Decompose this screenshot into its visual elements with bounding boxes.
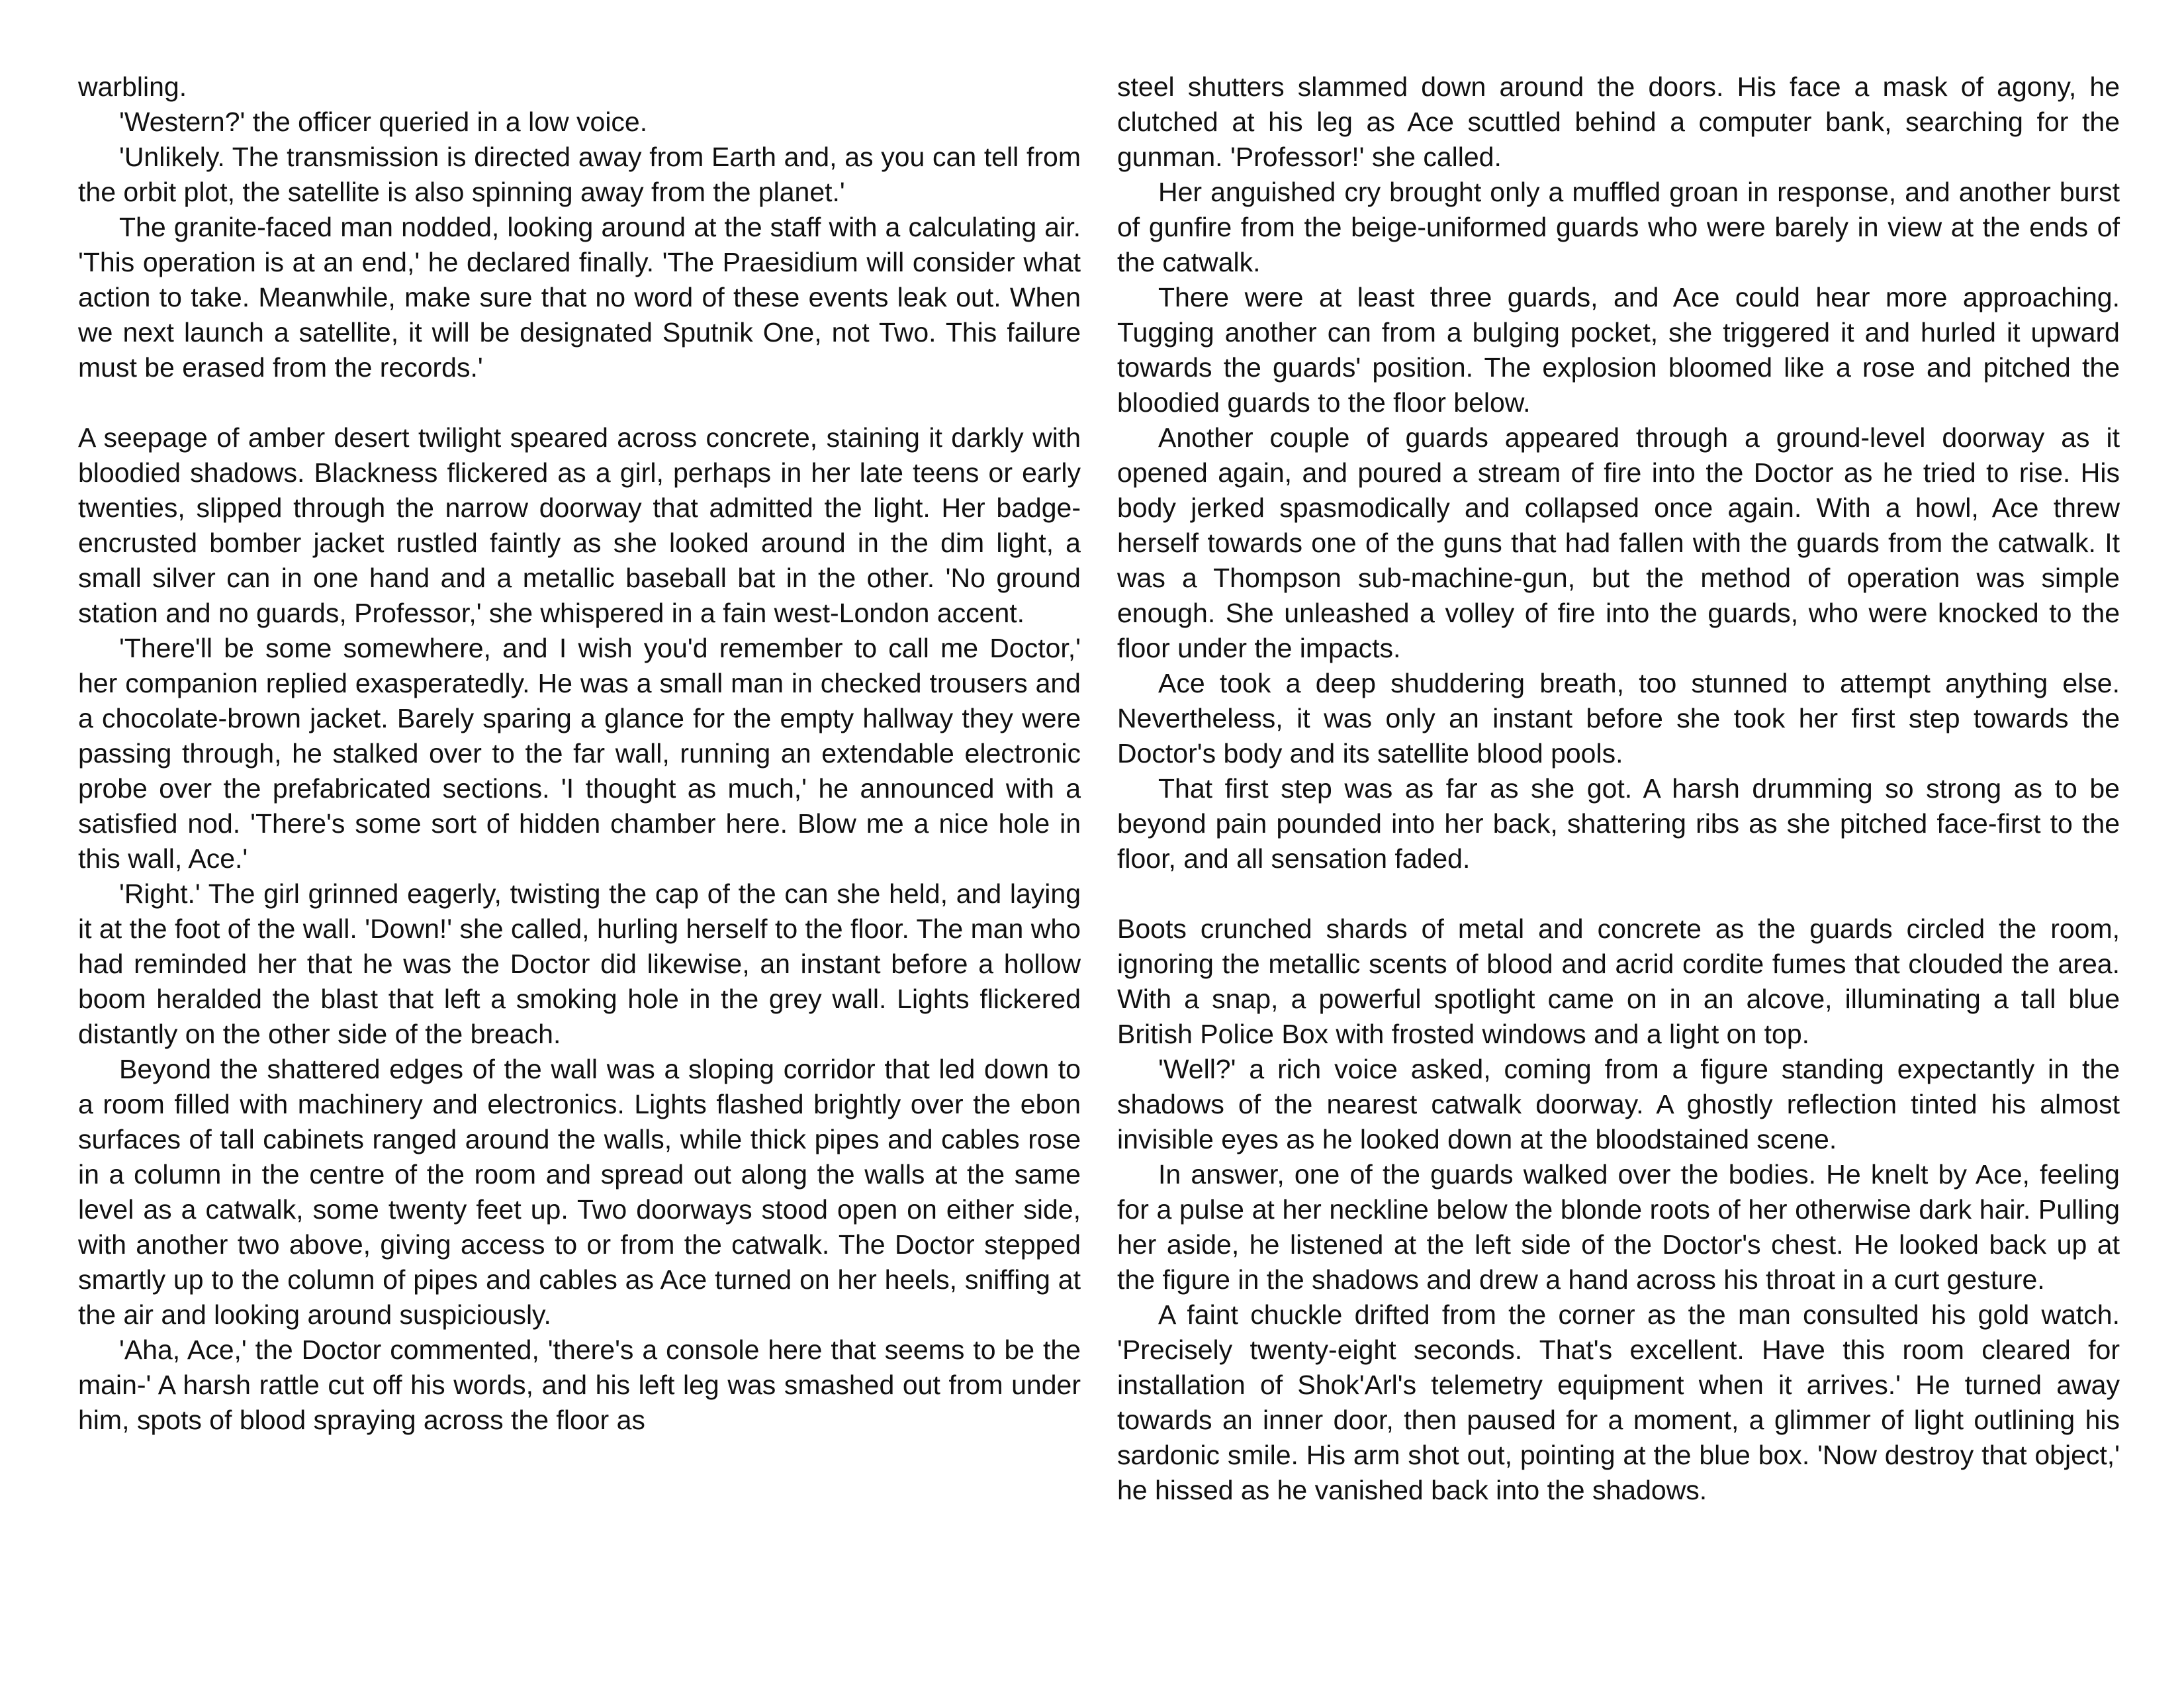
paragraph: 'Aha, Ace,' the Doctor commented, 'there's a console here that seems to be the main-' A harsh rattle cut off his words, and his left leg was smashed out from under him, spots of blood spraying across the floor as [78,1335,1081,1435]
paragraph: There were at least three guards, and Ace could hear more approaching. Tugging another can from a bulging pocket, she triggered it and hurled it upward towards the guards' position. The explosion bloomed like a rose and pitched the bloodied guards to the floor below. [1117,282,2120,418]
section-break [78,385,1081,420]
paragraph: A seepage of amber desert twilight speared across concrete, staining it darkly with bloodied shadows. Blackness flickered as a girl, perhaps in her late teens or early twenties, slipped through the narrow doorway that admitted the light. Her badge-encrusted bomber jacket rustled faintly as she looked around in the dim light, a small silver can in one hand and a metallic baseball bat in the other. 'No ground station and no guards, Professor,' she whispered in a fain west-London accent. [78,422,1081,628]
paragraph: 'Unlikely. The transmission is directed away from Earth and, as you can tell from the orbit plot, the satellite is also spinning away from the planet.' [78,142,1081,207]
paragraph: Her anguished cry brought only a muffled groan in response, and another burst of gunfire from the beige-uniformed guards who were barely in view at the ends of the catwalk. [1117,177,2120,277]
paragraph: Beyond the shattered edges of the wall was a sloping corridor that led down to a room filled with machinery and electronics. Lights flashed brightly over the ebon surfaces of tall cabinets ranged around the walls, while thick pipes and cables rose in a column in the centre of the room and spread out along the walls at the same level as a catwalk, some twenty feet up. Two doorways stood open on either side, with another two above, giving access to or from the catwalk. The Doctor stepped smartly up to the column of pipes and cables as Ace turned on her heels, sniffing at the air and looking around suspiciously. [78,1054,1081,1330]
paragraph: 'Well?' a rich voice asked, coming from a figure standing expectantly in the shadows of the nearest catwalk doorway. A ghostly reflection tinted his almost invisible eyes as he looked down at the bloodstained scene. [1117,1054,2120,1154]
left-page-column [78,70,1081,1438]
paragraph: Boots crunched shards of metal and concrete as the guards circled the room, ignoring the metallic scents of blood and acrid cordite fumes that clouded the area. With a snap, a powerful spotlight came on in an alcove, illuminating a tall blue British Police Box with frosted windows and a light on top. [1117,914,2120,1049]
paragraph: warbling. [78,71,187,102]
paragraph: steel shutters slammed down around the doors. His face a mask of agony, he clutched at his leg as Ace scuttled behind a computer bank, searching for the gunman. 'Professor!' she called. [1117,71,2120,172]
right-page-column [1117,70,2120,1508]
paragraph: 'Western?' the officer queried in a low voice. [119,107,648,137]
paragraph: In answer, one of the guards walked over the bodies. He knelt by Ace, feeling for a pulse at her neckline below the blonde roots of her otherwise dark hair. Pulling her aside, he listened at the left side of the Doctor's chest. He looked back up at the figure in the shadows and drew a hand across his throat in a curt gesture. [1117,1159,2120,1295]
section-break [1117,876,2120,912]
paragraph: Ace took a deep shuddering breath, too stunned to attempt anything else. Nevertheless, it was only an instant before she took her first step towards the Doctor's body and its satellite blood pools. [1117,668,2120,769]
paragraph: The granite-faced man nodded, looking around at the staff with a calculating air. 'This operation is at an end,' he declared finally. 'The Praesidium will consider what action to take. Meanwhile, make sure that no word of these events leak out. When we next launch a satellite, it will be designated Sputnik One, not Two. This failure must be erased from the records.' [78,212,1081,383]
paragraph: 'Right.' The girl grinned eagerly, twisting the cap of the can she held, and laying it at the foot of the wall. 'Down!' she called, hurling herself to the floor. The man who had reminded her that he was the Doctor did likewise, an instant before a hollow boom heralded the blast that left a smoking hole in the grey wall. Lights flickered distantly on the other side of the breach. [78,878,1081,1049]
paragraph: Another couple of guards appeared through a ground-level doorway as it opened again, and poured a stream of fire into the Doctor as he tried to rise. His body jerked spasmodically and collapsed once again. With a howl, Ace threw herself towards one of the guns that had fallen with the guards from the catwalk. It was a Thompson sub-machine-gun, but the method of operation was simple enough. She unleashed a volley of fire into the guards, who were knocked to the floor under the impacts. [1117,422,2120,663]
paragraph: That first step was as far as she got. A harsh drumming so strong as to be beyond pain pounded into her back, shattering ribs as she pitched face-first to the floor, and all sensation faded. [1117,773,2120,874]
paragraph: 'There'll be some somewhere, and I wish you'd remember to call me Doctor,' her companion replied exasperatedly. He was a small man in checked trousers and a chocolate-brown jacket. Barely sparing a glance for the empty hallway they were passing through, he stalked over to the far wall, running an extendable electronic probe over the prefabricated sections. 'I thought as much,' he announced with a satisfied nod. 'There's some sort of hidden chamber here. Blow me a nice hole in this wall, Ace.' [78,633,1081,874]
paragraph: A faint chuckle drifted from the corner as the man consulted his gold watch. 'Precisely twenty-eight seconds. That's excellent. Have this room cleared for installation of Shok'Arl's telemetry equipment when it arrives.' He turned away towards an inner door, then paused for a moment, a glimmer of light outlining his sardonic smile. His arm shot out, pointing at the blue box. 'Now destroy that object,' he hissed as he vanished back into the shadows. [1117,1299,2120,1505]
